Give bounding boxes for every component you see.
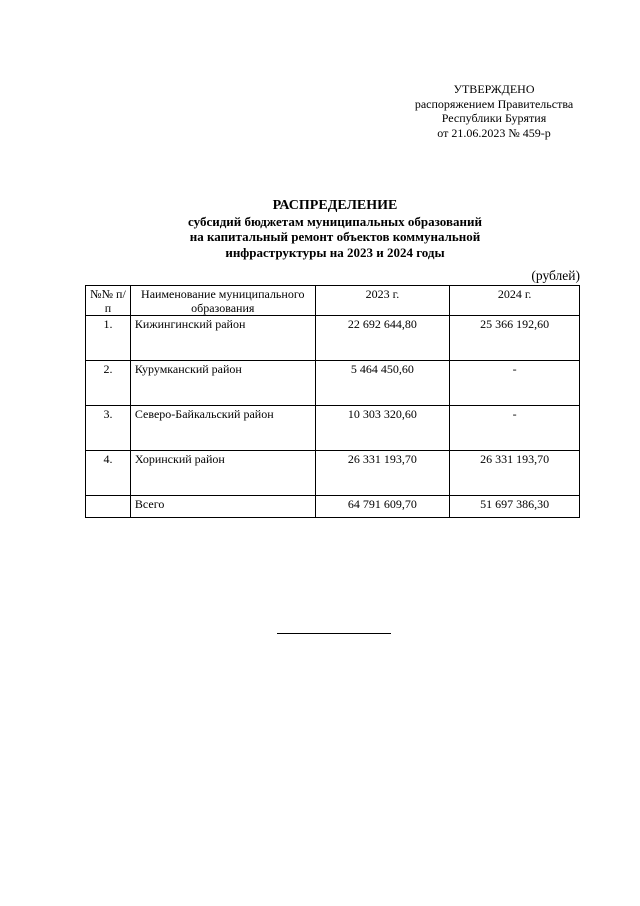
- cell-number: 2.: [86, 361, 131, 406]
- header-year-2023: 2023 г.: [315, 286, 450, 316]
- approval-line-republic: Республики Бурятия: [441, 111, 547, 125]
- cell-municipality: Кижингинский район: [130, 316, 315, 361]
- table-row: [86, 451, 580, 496]
- cell-amount-2023: 22 692 644,80: [315, 316, 450, 361]
- currency-unit: (рублей): [531, 268, 580, 283]
- cell-municipality: Северо-Байкальский район: [130, 406, 315, 451]
- cell-number: 3.: [86, 406, 131, 451]
- table-total-row: [86, 496, 580, 518]
- approval-stamp: [400, 82, 588, 140]
- table-header-row: [86, 286, 580, 316]
- cell-number: [86, 496, 131, 518]
- table-row: [86, 361, 580, 406]
- cell-amount-2023: 64 791 609,70: [315, 496, 450, 518]
- title-line-1: субсидий бюджетам муниципальных образований: [188, 213, 482, 229]
- table-row: [86, 406, 580, 451]
- cell-amount-2024: -: [450, 406, 580, 451]
- approval-line-approved: УТВЕРЖДЕНО: [453, 82, 535, 96]
- cell-amount-2024: -: [450, 361, 580, 406]
- cell-municipality: Хоринский район: [130, 451, 315, 496]
- cell-number: 1.: [86, 316, 131, 361]
- table-body: [86, 316, 580, 518]
- cell-amount-2023: 5 464 450,60: [315, 361, 450, 406]
- cell-amount-2024: 26 331 193,70: [450, 451, 580, 496]
- header-municipality: Наименование муниципального образования: [130, 286, 315, 316]
- cell-amount-2023: 26 331 193,70: [315, 451, 450, 496]
- cell-municipality: Всего: [130, 496, 315, 518]
- cell-number: 4.: [86, 451, 131, 496]
- approval-line-order: распоряжением Правительства: [414, 96, 574, 111]
- signature-line: [277, 633, 391, 634]
- cell-amount-2024: 51 697 386,30: [450, 496, 580, 518]
- title-heading: РАСПРЕДЕЛЕНИЕ: [272, 198, 398, 213]
- document-title: [130, 198, 540, 260]
- header-number: №№ п/п: [86, 286, 131, 316]
- cell-amount-2024: 25 366 192,60: [450, 316, 580, 361]
- distribution-table: [85, 285, 580, 518]
- cell-municipality: Курумканский район: [130, 361, 315, 406]
- approval-line-date: от 21.06.2023 № 459-р: [437, 125, 551, 140]
- cell-amount-2023: 10 303 320,60: [315, 406, 450, 451]
- header-year-2024: 2024 г.: [450, 286, 580, 316]
- table-row: [86, 316, 580, 361]
- title-line-2: на капитальный ремонт объектов коммунальной: [189, 229, 481, 245]
- title-line-3: инфраструктуры на 2023 и 2024 годы: [225, 244, 445, 260]
